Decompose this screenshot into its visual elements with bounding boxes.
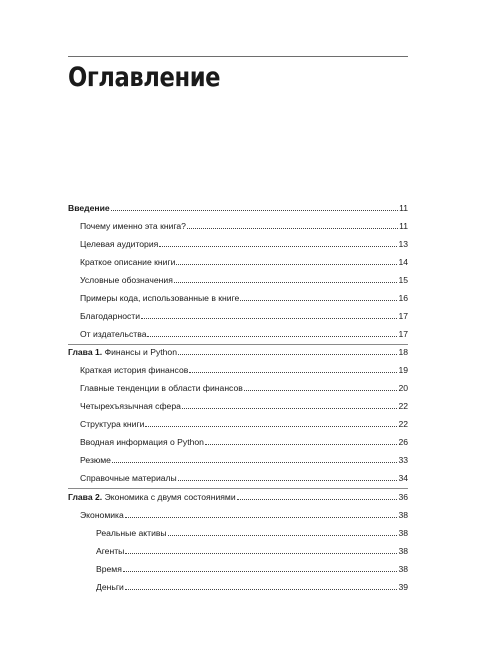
page-number: 22: [398, 419, 408, 429]
dot-leader: [182, 408, 398, 409]
entry-label: Условные обозначения: [80, 275, 173, 285]
dot-leader: [176, 264, 397, 265]
chapter-title: Экономика с двумя состояниями: [104, 492, 236, 502]
dot-leader: [237, 499, 398, 500]
entry-label: Благодарности: [80, 311, 141, 321]
entry-label: Справочные материалы: [80, 473, 177, 483]
entry-label: Деньги: [96, 582, 124, 592]
entry-label: Резюме: [80, 455, 111, 465]
toc-entry[interactable]: [80, 416, 408, 430]
page-number: 13: [398, 239, 408, 249]
toc-entry[interactable]: [80, 308, 408, 322]
dot-leader: [159, 246, 397, 247]
entry-label: Вводная информация о Python: [80, 437, 204, 447]
toc-chapter-1[interactable]: [68, 344, 408, 358]
entry-label: Реальные активы: [96, 528, 167, 538]
entry-label: Примеры кода, использованные в книге: [80, 293, 240, 303]
toc-entry[interactable]: [80, 507, 408, 521]
toc-entry[interactable]: [80, 290, 408, 304]
page-number: 26: [398, 437, 408, 447]
chapter-number: Глава 1.: [68, 347, 103, 357]
dot-leader: [145, 426, 397, 427]
dot-leader: [125, 517, 398, 518]
dot-leader: [125, 589, 398, 590]
toc-entry[interactable]: [80, 452, 408, 466]
toc-entry[interactable]: [80, 470, 408, 484]
page-number: 18: [398, 347, 408, 357]
toc-entry[interactable]: [80, 218, 408, 232]
entry-label: Время: [96, 564, 122, 574]
toc-entry[interactable]: [80, 398, 408, 412]
page-number: 11: [399, 203, 408, 213]
toc-entry[interactable]: [80, 272, 408, 286]
page-number: 14: [398, 257, 408, 267]
entry-label: Экономика: [80, 510, 124, 520]
page-number: 38: [398, 528, 408, 538]
dot-leader: [125, 553, 397, 554]
dot-leader: [168, 535, 398, 536]
dot-leader: [147, 336, 397, 337]
page-number: 38: [398, 546, 408, 556]
dot-leader: [178, 480, 398, 481]
page-number: 11: [399, 221, 408, 231]
toc-chapter-2[interactable]: [68, 489, 408, 503]
page-number: 39: [398, 582, 408, 592]
entry-label: Почему именно эта книга?: [80, 221, 186, 231]
page-number: 15: [398, 275, 408, 285]
entry-label: Краткое описание книги: [80, 257, 176, 267]
dot-leader: [178, 354, 397, 355]
entry-label: Целевая аудитория: [80, 239, 159, 249]
dot-leader: [187, 228, 398, 229]
toc-entry[interactable]: [80, 236, 408, 250]
toc-subentry[interactable]: [96, 525, 408, 539]
dot-leader: [112, 462, 398, 463]
dot-leader: [240, 300, 397, 301]
page-number: 16: [398, 293, 408, 303]
entry-label: Агенты: [96, 546, 125, 556]
entry-label: Структура книги: [80, 419, 145, 429]
toc-entry[interactable]: [80, 362, 408, 376]
dot-leader: [205, 444, 398, 445]
dot-leader: [141, 318, 397, 319]
page-title: Оглавление: [68, 62, 221, 93]
page-number: 34: [398, 473, 408, 483]
toc-entry[interactable]: [80, 326, 408, 340]
page-number: 20: [398, 383, 408, 393]
toc-subentry[interactable]: [96, 561, 408, 575]
toc-section-intro[interactable]: [68, 200, 408, 214]
entry-label: Главные тенденции в области финансов: [80, 383, 243, 393]
entry-label: Четырехъязычная сфера: [80, 401, 181, 411]
chapter-number: Глава 2.: [68, 492, 103, 502]
page-number: 17: [398, 329, 408, 339]
page-number: 17: [398, 311, 408, 321]
toc-subentry[interactable]: [96, 543, 408, 557]
toc-entry[interactable]: [80, 380, 408, 394]
page-number: 19: [398, 365, 408, 375]
entry-label: Краткая история финансов: [80, 365, 189, 375]
dot-leader: [123, 571, 398, 572]
dot-leader: [111, 210, 398, 211]
page-number: 38: [398, 510, 408, 520]
page-number: 33: [398, 455, 408, 465]
page-number: 36: [398, 492, 408, 502]
section-label: Введение: [68, 203, 110, 213]
page-number: 38: [398, 564, 408, 574]
toc-entry[interactable]: [80, 434, 408, 448]
dot-leader: [189, 372, 397, 373]
toc-entry[interactable]: [80, 254, 408, 268]
dot-leader: [174, 282, 398, 283]
chapter-title: Финансы и Python: [104, 347, 177, 357]
dot-leader: [244, 390, 398, 391]
entry-label: От издательства: [80, 329, 147, 339]
page-number: 22: [398, 401, 408, 411]
toc-subentry[interactable]: [96, 579, 408, 593]
